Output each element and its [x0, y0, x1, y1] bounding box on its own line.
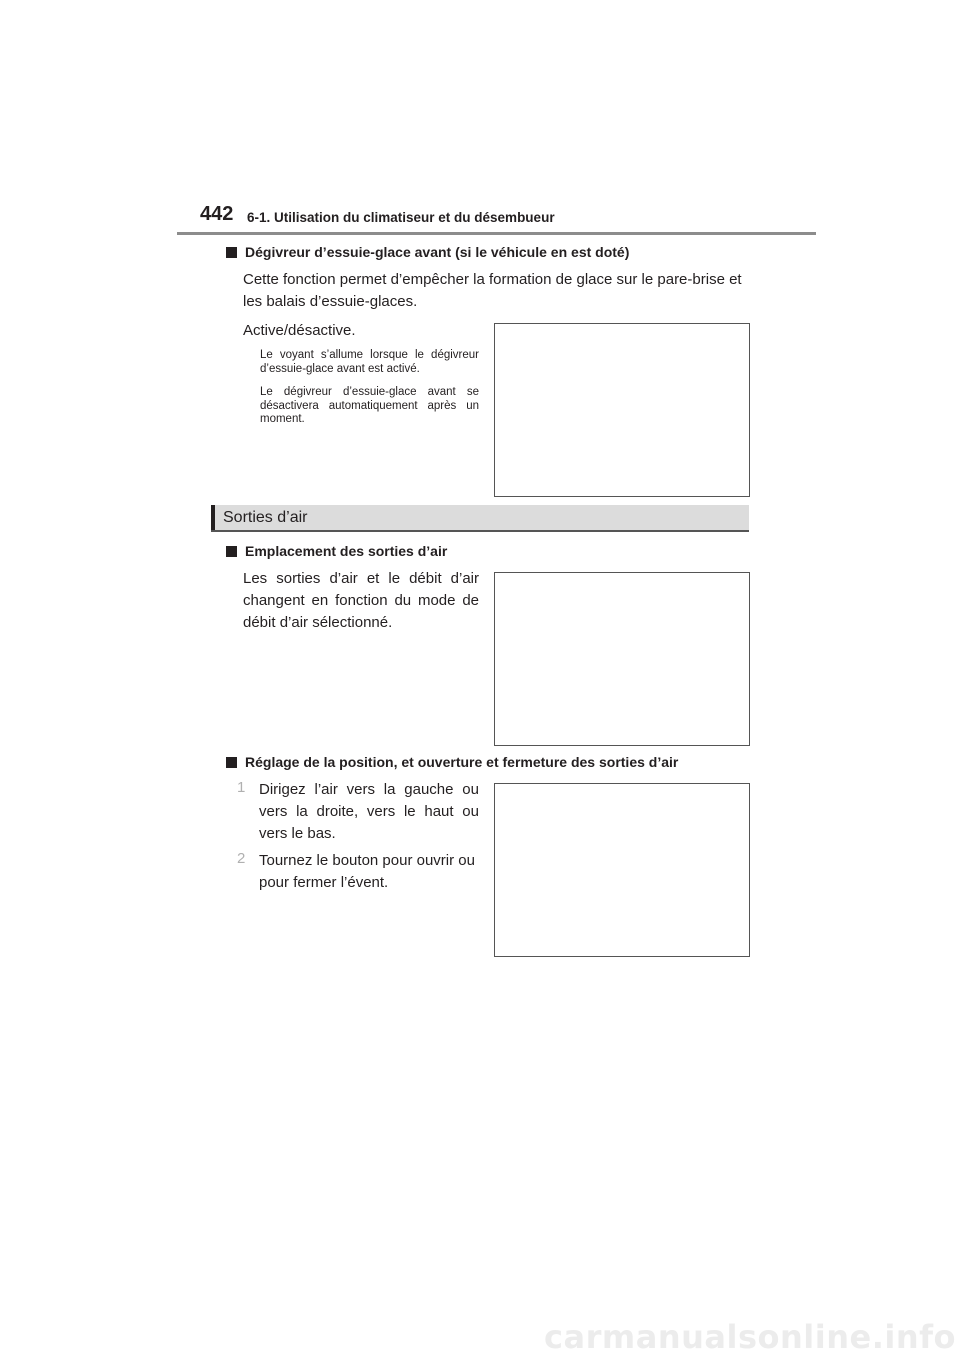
outlet-adjust-figure — [494, 783, 750, 957]
step-1-number: 1 — [237, 779, 246, 796]
location-heading-text: Emplacement des sorties d’air — [245, 543, 448, 559]
defog-heading-text: Dégivreur d’essuie-glace avant (si le véhicule en est doté) — [245, 244, 630, 260]
square-bullet-icon — [226, 546, 237, 557]
adjust-heading — [226, 754, 678, 770]
step-2-number: 2 — [237, 850, 246, 867]
step-2-text: Tournez le bouton pour ouvrir ou pour fermer l’évent. — [259, 852, 475, 891]
defog-description-line1: Cette fonction permet d’empêcher la formation de glace sur le pare-brise et — [243, 271, 742, 288]
square-bullet-icon — [226, 757, 237, 768]
defog-description-line2: les balais d’essuie-glaces. — [243, 293, 418, 310]
header-rule — [177, 232, 816, 235]
chapter-title: 6-1. Utilisation du climatiseur et du désembueur — [247, 210, 555, 225]
section-bar-accent — [211, 505, 215, 530]
defog-toggle-text: Active/désactive. — [243, 322, 356, 339]
defogger-figure — [494, 323, 750, 497]
section-bar-air-outlets — [211, 505, 749, 532]
watermark-text: carmanualsonline.info — [544, 1318, 956, 1356]
adjust-heading-text: Réglage de la position, et ouverture et fermeture des sorties d’air — [245, 754, 679, 770]
defog-note-1: Le voyant s’allume lorsque le dégivreur d’essuie-glace avant est activé. — [260, 349, 479, 375]
defog-description — [243, 269, 763, 313]
section-title: Sorties d’air — [223, 509, 308, 526]
defog-heading — [226, 244, 629, 260]
location-text: Les sorties d’air et le débit d’air changent en fonction du mode de débit d’air sélectionné. — [243, 570, 479, 631]
watermark-area — [0, 1318, 960, 1358]
page-number: 442 — [200, 203, 234, 225]
outlet-location-figure — [494, 572, 750, 746]
square-bullet-icon — [226, 247, 237, 258]
location-heading — [226, 543, 447, 559]
step-1-text: Dirigez l’air vers la gauche ou vers la droite, vers le haut ou vers le bas. — [259, 781, 479, 842]
defog-note-2: Le dégivreur d’essuie-glace avant se désactivera automatiquement après un moment. — [260, 386, 479, 425]
